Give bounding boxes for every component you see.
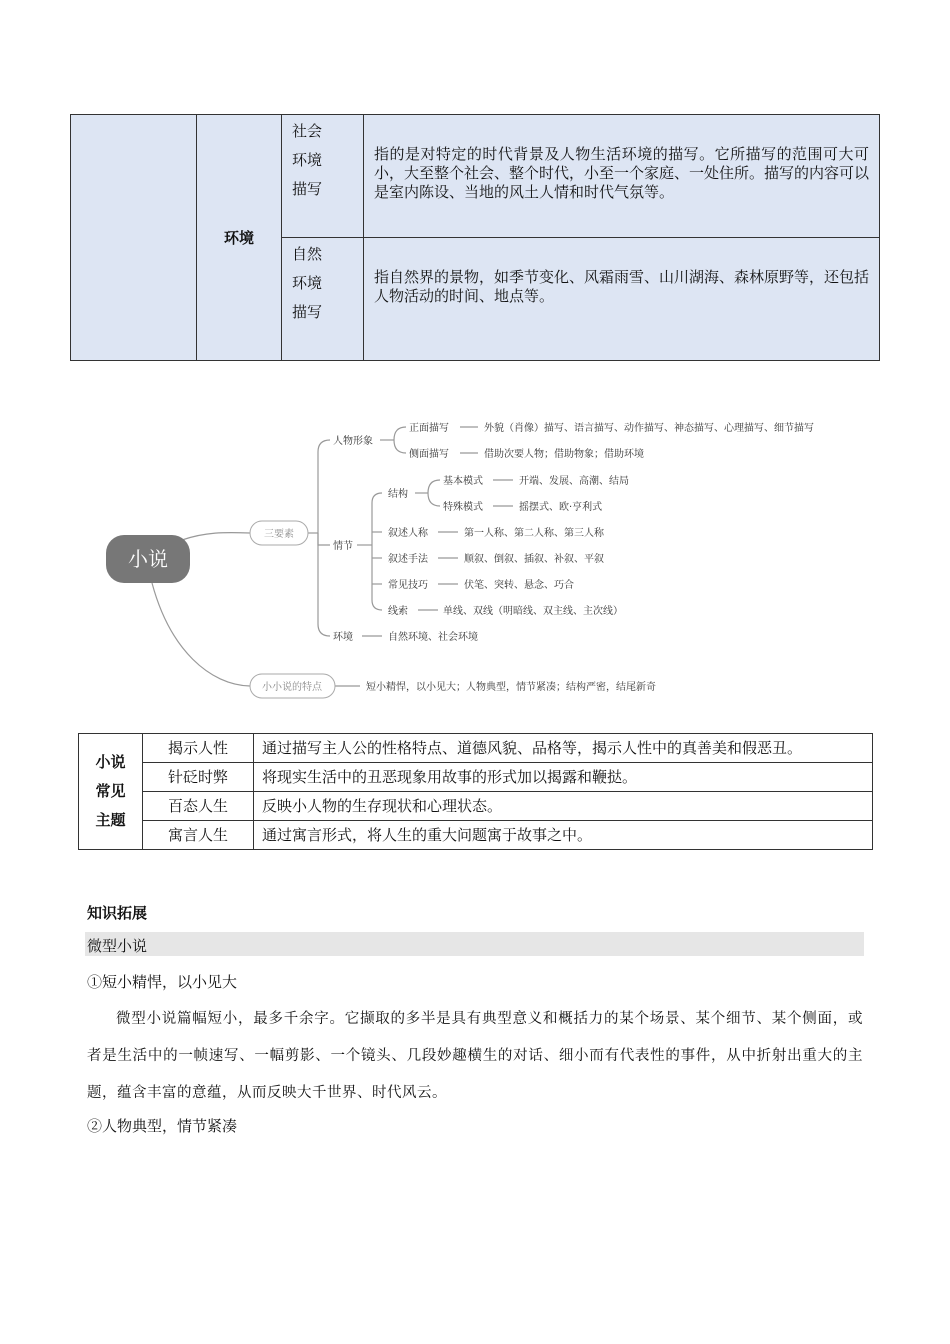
natural-env-label: 自然 环境 描写 bbox=[282, 238, 364, 361]
point-two: ②人物典型，情节紧凑 bbox=[87, 1117, 238, 1135]
common-skills-text: 伏笔、突转、悬念、巧合 bbox=[464, 580, 574, 591]
basic-mode-label: 基本模式 bbox=[443, 476, 483, 487]
theme-desc: 将现实生活中的丑恶现象用故事的形式加以揭露和鞭挞。 bbox=[254, 763, 873, 792]
clue-label: 线索 bbox=[388, 606, 408, 617]
indirect-desc-label: 侧面描写 bbox=[409, 449, 449, 460]
basic-mode-text: 开端、发展、高潮、结局 bbox=[519, 476, 629, 487]
paragraph-one: 微型小说篇幅短小，最多千余字。它撷取的多半是具有典型意义和概括力的某个场景、某个细节、某个侧面，或者是生活中的一帧速写、一幅剪影、一个镜头、几段妙趣横生的对话、细小而有代表性的事件，从中折射出重大的主题，蕴含丰富的意蕴，从而反映大千世界、时代风云。 bbox=[87, 1011, 863, 1101]
flash-fiction-text: 短小精悍，以小见大；人物典型，情节紧凑；结构严密，结尾新奇 bbox=[366, 682, 656, 693]
direct-desc-text: 外貌（肖像）描写、语言描写、动作描写、神态描写、心理描写、细节描写 bbox=[484, 423, 814, 434]
social-env-label: 社会 环境 描写 bbox=[282, 115, 364, 238]
theme-desc: 反映小人物的生存现状和心理状态。 bbox=[254, 792, 873, 821]
theme-name: 揭示人性 bbox=[143, 734, 254, 763]
natural-env-desc: 指自然界的景物，如季节变化、风霜雨雪、山川湖海、森林原野等，还包括人物活动的时间、地点等。 bbox=[364, 238, 880, 361]
theme-header: 小说 常见 主题 bbox=[79, 734, 143, 850]
environment-table bbox=[70, 114, 880, 361]
social-env-desc: 指的是对特定的时代背景及人物生活环境的描写。它所描写的范围可大可小，大至整个社会、整个时代，小至一个家庭、一处住所。描写的内容可以是室内陈设、当地的风土人情和时代气氛等。 bbox=[364, 115, 880, 238]
special-mode-text: 摇摆式、欧·亨利式 bbox=[519, 502, 603, 513]
narrative-method-text: 顺叙、倒叙、插叙、补叙、平叙 bbox=[464, 554, 604, 565]
blank-cell bbox=[71, 115, 197, 361]
environment-label: 环境 bbox=[197, 115, 282, 361]
novel-mindmap bbox=[0, 400, 950, 710]
three-elements-label: 三要素 bbox=[264, 529, 294, 540]
structure-label: 结构 bbox=[388, 489, 408, 500]
narrative-person-text: 第一人称、第二人称、第三人称 bbox=[464, 528, 604, 539]
characters-label: 人物形象 bbox=[333, 436, 373, 447]
narrative-person-label: 叙述人称 bbox=[388, 528, 428, 539]
plot-label: 情节 bbox=[333, 541, 353, 552]
special-mode-label: 特殊模式 bbox=[443, 502, 483, 513]
theme-name: 百态人生 bbox=[143, 792, 254, 821]
narrative-method-label: 叙述手法 bbox=[388, 554, 428, 565]
common-skills-label: 常见技巧 bbox=[388, 580, 428, 591]
environment-node-label: 环境 bbox=[333, 632, 353, 643]
point-one: ①短小精悍，以小见大 bbox=[87, 973, 238, 991]
theme-name: 针砭时弊 bbox=[143, 763, 254, 792]
theme-desc: 通过描写主人公的性格特点、道德风貌、品格等，揭示人性中的真善美和假恶丑。 bbox=[254, 734, 873, 763]
environment-node-text: 自然环境、社会环境 bbox=[388, 632, 478, 643]
direct-desc-label: 正面描写 bbox=[409, 423, 449, 434]
flash-fiction-label: 小小说的特点 bbox=[262, 682, 322, 693]
theme-table bbox=[78, 733, 873, 850]
indirect-desc-text: 借助次要人物；借助物象；借助环境 bbox=[484, 449, 644, 460]
section-bar bbox=[85, 932, 864, 956]
theme-name: 寓言人生 bbox=[143, 821, 254, 850]
clue-text: 单线、双线（明暗线、双主线、主次线） bbox=[443, 606, 623, 617]
root-label: 小说 bbox=[128, 547, 168, 571]
section-bar-label: 微型小说 bbox=[87, 937, 148, 955]
knowledge-title: 知识拓展 bbox=[87, 904, 148, 922]
theme-desc: 通过寓言形式，将人生的重大问题寓于故事之中。 bbox=[254, 821, 873, 850]
